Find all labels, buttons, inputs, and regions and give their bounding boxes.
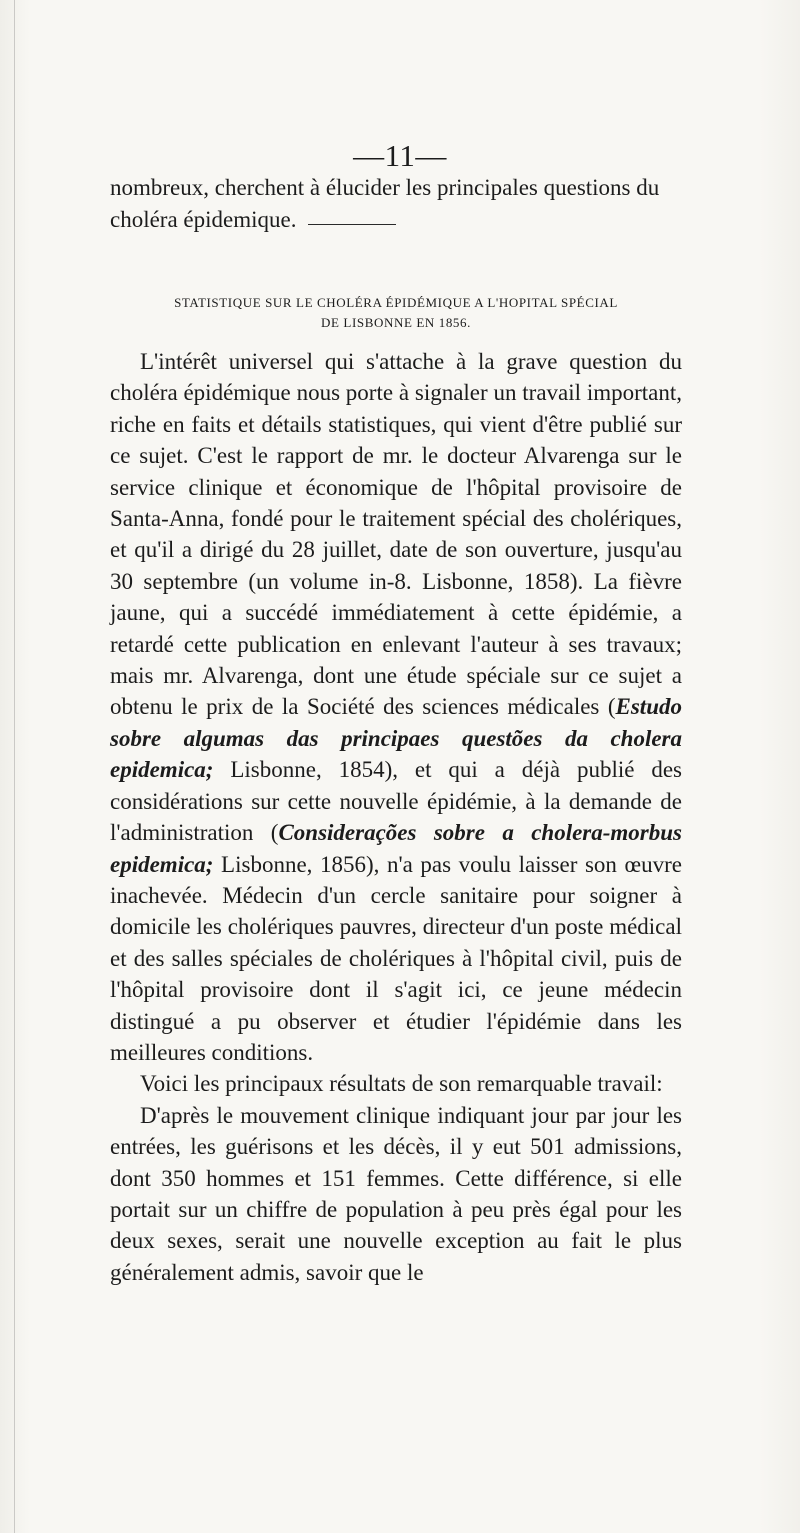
paragraph-1-part-3: Lisbonne, 1856), n'a pas voulu laisser son œuvre inachevée. Médecin d'un cercle sanitaire pour soigner à domicile les cholériques pauvres, directeur d'un poste médical et des salles spéciales de cholériques à l'hôpital civil, puis de l'hôpital provisoire dont il s'agit ici, ce jeune médecin distingué a pu observer et étudier l'épidémie dans les meilleures conditions. — [110, 851, 682, 1065]
heading-line-2: DE LISBONNE EN 1856. — [321, 315, 471, 330]
body-text — [110, 346, 682, 1288]
lead-line-2 — [110, 204, 682, 236]
section-heading — [100, 293, 692, 333]
paragraph-3: D'après le mouvement clinique indiquant jour par jour les entrées, les guérisons et les décès, il y eut 501 admissions, dont 350 hommes et 151 femmes. Cette différence, si elle portait sur un chiffre de population à peu près égal pour les deux sexes, serait une nouvelle exception au fait le plus généralement admis, savoir que le — [110, 1102, 682, 1285]
paragraph-1-part-2: Lisbonne, 1854), et qui a déjà publié des considérations sur cette nouvelle épidémie, à la demande de l'administration ( — [110, 757, 682, 846]
heading-line-1: STATISTIQUE SUR LE CHOLÉRA ÉPIDÉMIQUE A L'HOPITAL SPÉCIAL — [174, 295, 618, 310]
section-rule — [308, 224, 396, 225]
lead-line-2-text: choléra épidemique. — [110, 207, 297, 232]
cited-title-2: Considerações sobre a cholera-morbus epidemica; — [110, 820, 683, 877]
paragraph-1-part-1: L'intérêt universel qui s'attache à la grave question du choléra épidémique nous porte à signaler un travail important, riche en faits et détails statistiques, qui vient d'être publié sur ce sujet. C'est le rapport de mr. le docteur Alvarenga sur le service clinique et économique de l'hôpital provisoire de Santa-Anna, fondé pour le traitement spécial des cholériques, et qu'il a dirigé du 28 juillet, date de son ouverture, jusqu'au 30 septembre (un volume in-8. Lisbonne, 1858). La fièvre jaune, qui a succédé immédiatement à cette épidémie, a retardé cette publication en enlevant l'auteur à ses travaux; mais mr. Alvarenga, dont une étude spéciale sur ce sujet a obtenu le prix de la Société des sciences médicales ( — [110, 349, 682, 720]
lead-text — [110, 172, 682, 236]
page-number: —11— — [353, 138, 447, 173]
binding-edge — [14, 0, 15, 1533]
cited-title-1: Estudo sobre algumas das principaes questões da cholera epidemica; — [110, 694, 682, 783]
paragraph-2: Voici les principaux résultats de son remarquable travail: — [140, 1071, 663, 1097]
lead-line-1: nombreux, cherchent à élucider les principales questions du — [110, 175, 660, 200]
paragraph-1 — [110, 346, 682, 1068]
